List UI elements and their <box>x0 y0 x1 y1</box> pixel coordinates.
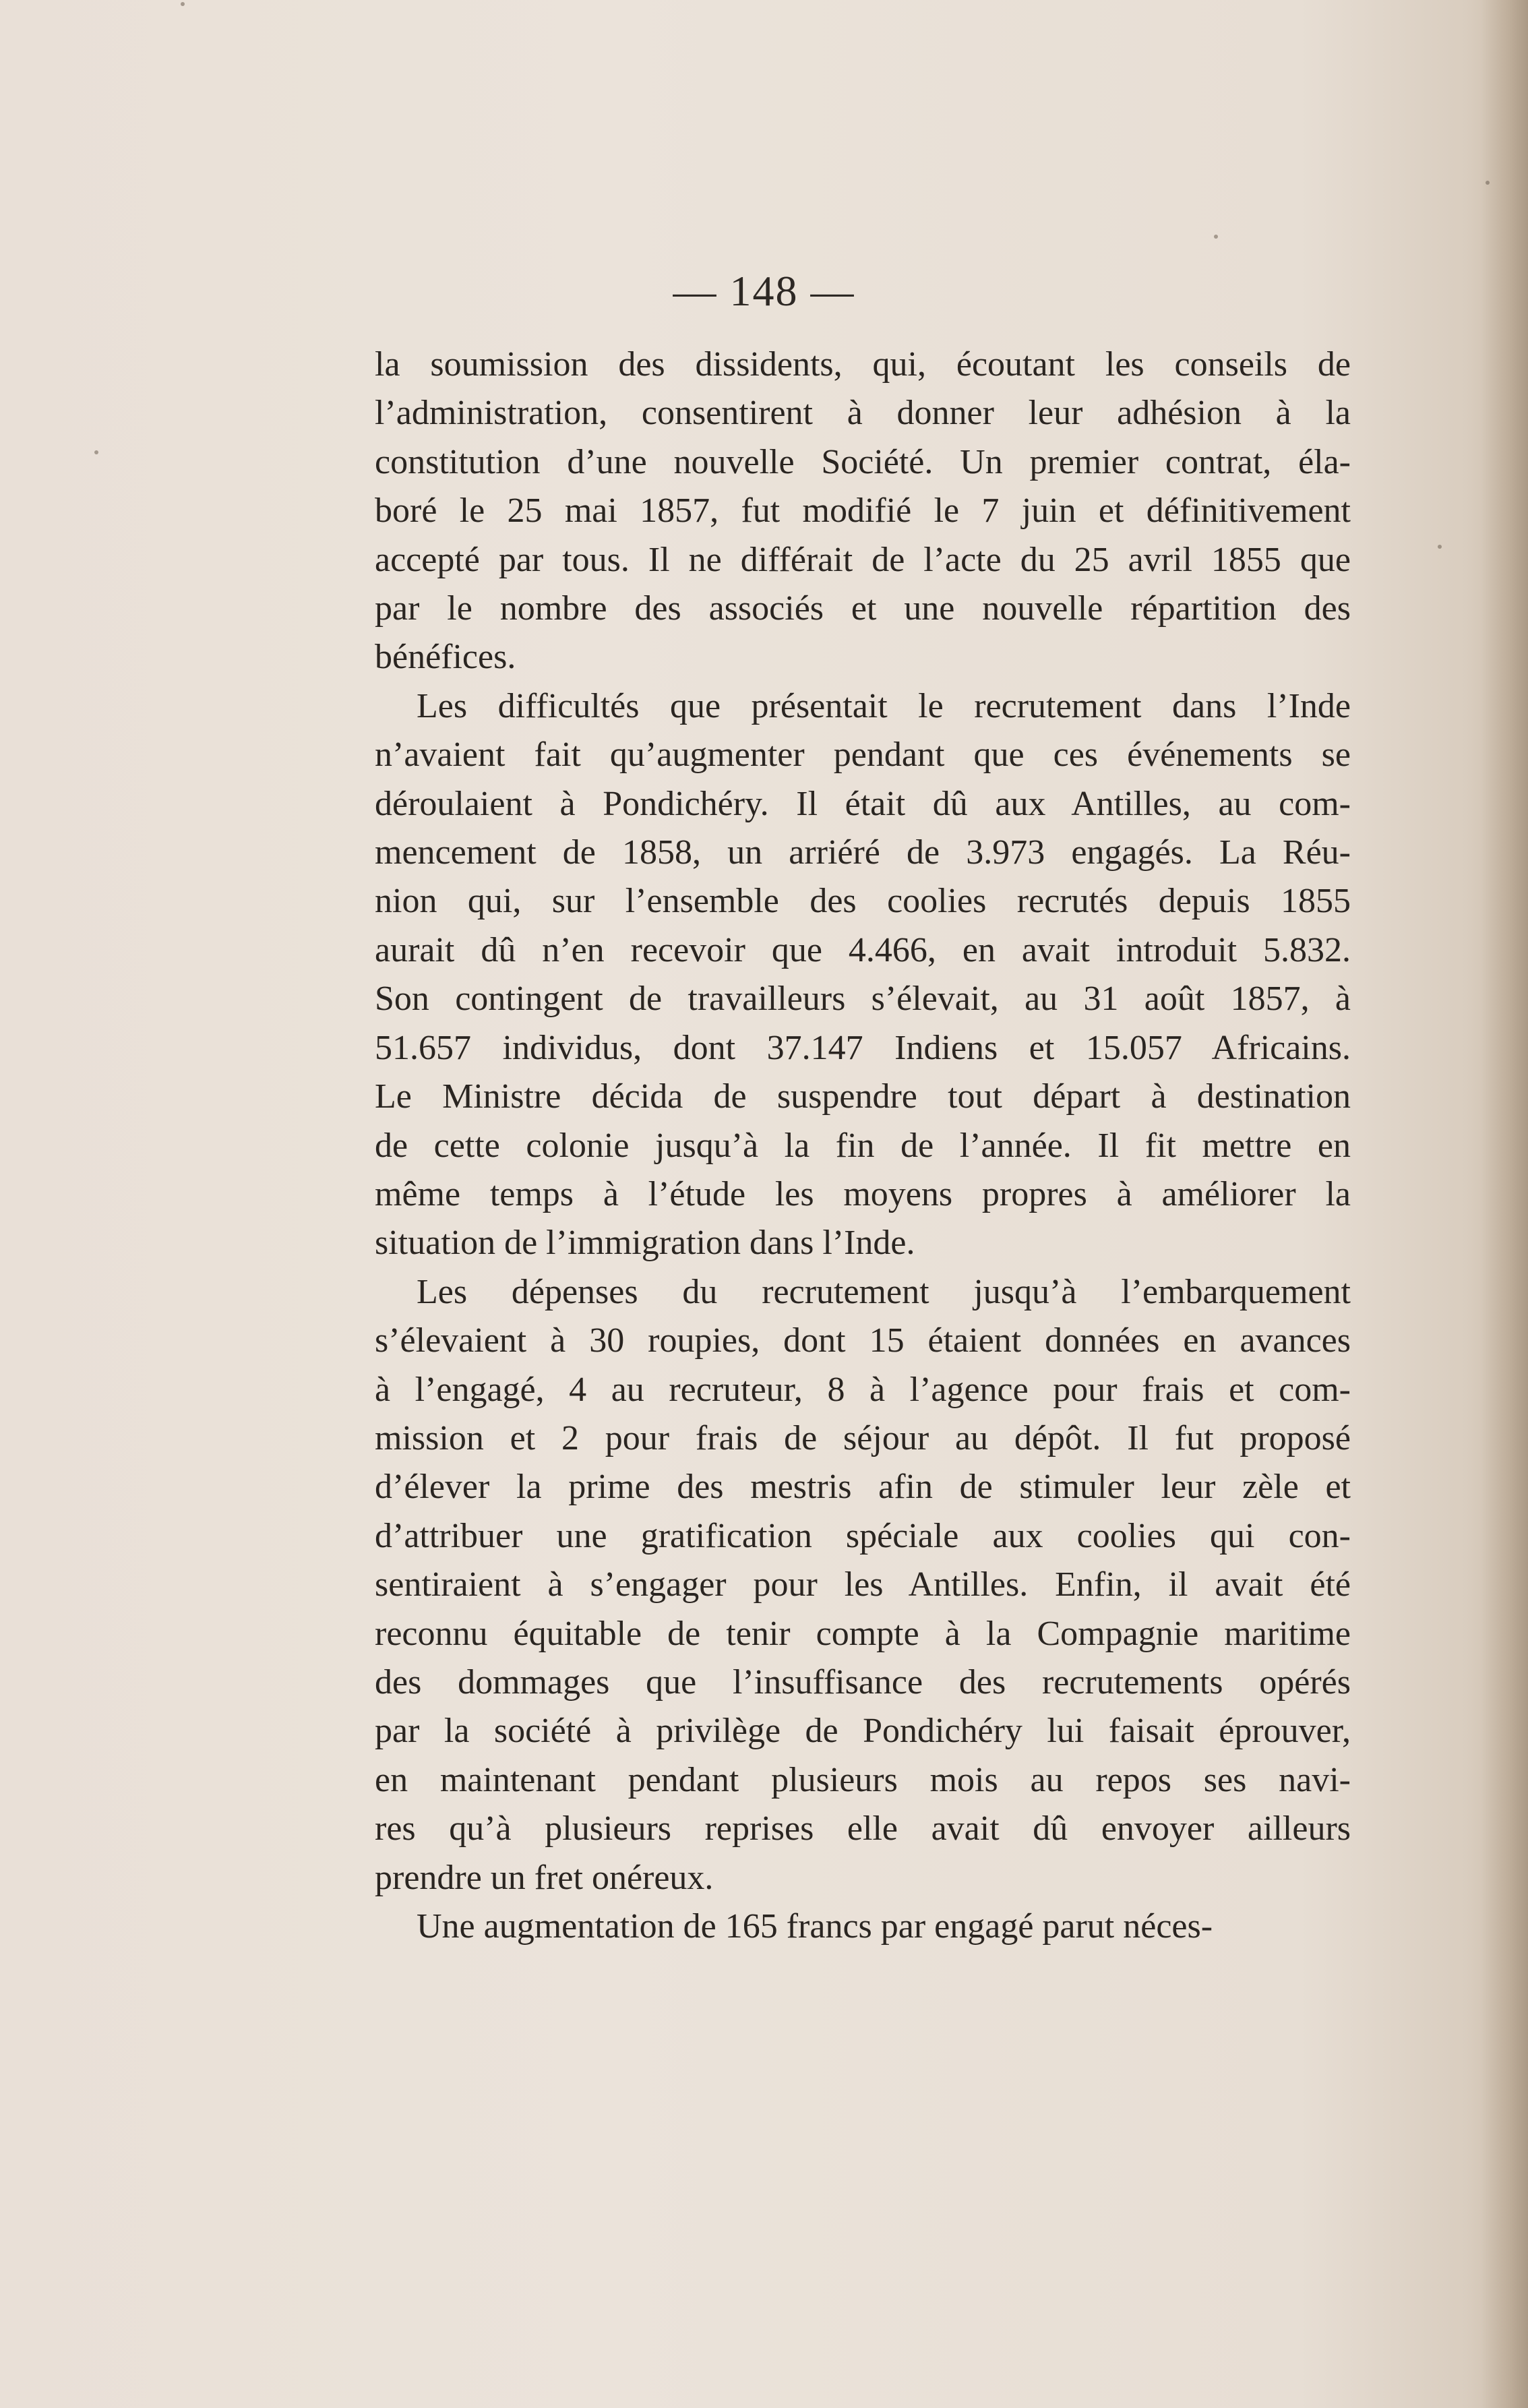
paper-speck <box>1486 181 1490 185</box>
text-line: prendre un fret onéreux. <box>375 1858 714 1897</box>
paper-speck <box>1438 545 1442 549</box>
paragraph <box>375 340 1351 682</box>
paragraph <box>375 1902 1351 1951</box>
text-line: par le nombre des associés et une nouvelle répartition des <box>375 589 1351 628</box>
text-line: boré le 25 mai 1857, fut modifié le 7 juin et définitivement <box>375 491 1351 531</box>
text-line: en maintenant pendant plusieurs mois au repos ses navi- <box>375 1760 1351 1799</box>
text-line: situation de l’immigration dans l’Inde. <box>375 1224 915 1263</box>
page-number: — 148 — <box>673 267 855 315</box>
text-line: Son contingent de travailleurs s’élevait, au 31 août 1857, à <box>375 980 1351 1019</box>
body-text <box>375 340 1351 1951</box>
text-line: même temps à l’étude les moyens propres à améliorer la <box>375 1174 1351 1213</box>
text-line: la soumission des dissidents, qui, écoutant les conseils de <box>375 345 1351 384</box>
text-line: Les dépenses du recrutement jusqu’à l’embarquement <box>417 1272 1351 1311</box>
text-line: aurait dû n’en recevoir que 4.466, en avait introduit 5.832. <box>375 930 1351 969</box>
text-line: Les difficultés que présentait le recrutement dans l’Inde <box>417 686 1351 725</box>
text-line: déroulaient à Pondichéry. Il était dû aux Antilles, au com- <box>375 784 1351 823</box>
paragraph <box>375 1268 1351 1902</box>
text-line: par la société à privilège de Pondichéry lui faisait éprouver, <box>375 1712 1351 1751</box>
text-line: Une augmentation de 165 francs par engagé parut néces- <box>417 1907 1213 1946</box>
text-line: sentiraient à s’engager pour les Antilles. Enfin, il avait été <box>375 1565 1351 1604</box>
text-line: nion qui, sur l’ensemble des coolies recrutés depuis 1855 <box>375 882 1351 921</box>
text-line: Le Ministre décida de suspendre tout départ à destination <box>375 1077 1351 1116</box>
text-line: constitution d’une nouvelle Société. Un premier contrat, éla- <box>375 442 1351 481</box>
paragraph <box>375 682 1351 1268</box>
text-line: bénéfices. <box>375 638 516 677</box>
text-line: mencement de 1858, un arriéré de 3.973 engagés. La Réu- <box>375 833 1351 872</box>
text-line: 51.657 individus, dont 37.147 Indiens et 15.057 Africains. <box>375 1028 1351 1067</box>
text-line: accepté par tous. Il ne différait de l’acte du 25 avril 1855 que <box>375 540 1351 579</box>
paper-speck <box>1214 235 1218 239</box>
text-line: d’attribuer une gratification spéciale aux coolies qui con- <box>375 1516 1351 1555</box>
text-line: s’élevaient à 30 roupies, dont 15 étaient données en avances <box>375 1321 1351 1360</box>
page-edge-shadow <box>1481 0 1528 2408</box>
text-line: n’avaient fait qu’augmenter pendant que ces événements se <box>375 735 1351 775</box>
text-line: de cette colonie jusqu’à la fin de l’année. Il fit mettre en <box>375 1126 1351 1165</box>
paper-speck <box>94 450 98 454</box>
paper-speck <box>181 2 185 6</box>
text-line: d’élever la prime des mestris afin de stimuler leur zèle et <box>375 1468 1351 1507</box>
text-line: à l’engagé, 4 au recruteur, 8 à l’agence pour frais et com- <box>375 1370 1351 1409</box>
text-line: mission et 2 pour frais de séjour au dépôt. Il fut proposé <box>375 1418 1351 1457</box>
text-line: res qu’à plusieurs reprises elle avait dû envoyer ailleurs <box>375 1809 1351 1848</box>
text-line: l’administration, consentirent à donner leur adhésion à la <box>375 394 1351 433</box>
text-line: des dommages que l’insuffisance des recrutements opérés <box>375 1662 1351 1702</box>
text-line: reconnu équitable de tenir compte à la Compagnie maritime <box>375 1614 1351 1653</box>
